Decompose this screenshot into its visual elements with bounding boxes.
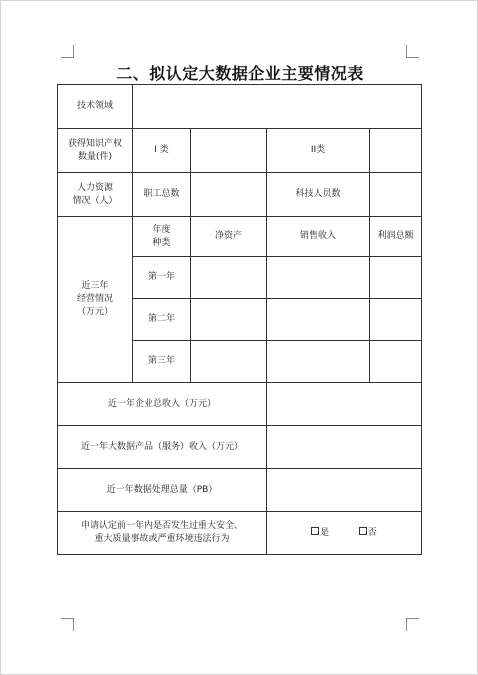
hr-label-line1: 人力资源 <box>76 182 113 193</box>
year-2-label: 第二年 <box>133 299 191 341</box>
tech-field-value[interactable] <box>133 85 422 129</box>
compliance-label-line1: 申请认定前一年内是否发生过重大安全、 <box>80 521 243 531</box>
bigdata-revenue-value[interactable] <box>267 426 422 469</box>
page-title: 二、拟认定大数据企业主要情况表 <box>116 64 364 83</box>
year-2-net-assets[interactable] <box>191 299 267 341</box>
crop-mark-top-left <box>61 45 74 58</box>
no-checkbox[interactable] <box>359 527 367 535</box>
ip-label <box>58 129 133 173</box>
row-data-volume <box>58 469 422 512</box>
ops-label-line2: 经营情况 <box>76 294 113 304</box>
year-3-net-assets[interactable] <box>191 341 267 383</box>
hr-tech-staff-value[interactable] <box>370 173 422 217</box>
compliance-yes-option[interactable] <box>311 528 329 538</box>
ops-label-line1: 近三年 <box>81 281 109 291</box>
ip-label-line2: 数量(件) <box>77 151 113 162</box>
ops-label-line3: （万元） <box>76 307 113 317</box>
row-ip <box>58 129 422 173</box>
row-hr <box>58 173 422 217</box>
yes-label: 是 <box>320 527 330 538</box>
year-1-profit[interactable] <box>370 257 422 299</box>
hr-tech-staff-label: 科技人员数 <box>267 173 370 217</box>
total-revenue-value[interactable] <box>267 383 422 426</box>
row-total-revenue <box>58 383 422 426</box>
col-header-sales: 销售收入 <box>267 217 370 257</box>
row-compliance <box>58 512 422 555</box>
col-header-profit: 利润总额 <box>370 217 422 257</box>
col-header-net-assets: 净资产 <box>191 217 267 257</box>
tech-field-label: 技术领域 <box>58 85 133 129</box>
ops-label <box>58 217 133 383</box>
ip-class2-value[interactable] <box>370 129 422 173</box>
bigdata-revenue-label: 近一年大数据产品（服务）收入（万元） <box>58 426 267 469</box>
hr-employees-value[interactable] <box>191 173 267 217</box>
year-header-line2: 种类 <box>152 237 171 248</box>
ip-class1-label: I 类 <box>133 129 191 173</box>
year-type-header <box>133 217 191 257</box>
compliance-label <box>58 512 267 555</box>
ip-label-line1: 获得知识产权 <box>67 138 122 149</box>
hr-employees-label: 职工总数 <box>133 173 191 217</box>
row-ops-header <box>58 217 422 257</box>
year-1-label: 第一年 <box>133 257 191 299</box>
crop-mark-top-right <box>406 45 419 58</box>
year-3-profit[interactable] <box>370 341 422 383</box>
enterprise-info-table <box>57 84 422 555</box>
year-3-sales[interactable] <box>267 341 370 383</box>
compliance-label-line2: 重大质量事故或严重环境违法行为 <box>94 534 230 544</box>
crop-mark-bottom-left <box>61 618 74 631</box>
year-1-net-assets[interactable] <box>191 257 267 299</box>
row-tech-field <box>58 85 422 129</box>
total-revenue-label: 近一年企业总收入（万元） <box>58 383 267 426</box>
year-2-profit[interactable] <box>370 299 422 341</box>
row-bigdata-revenue <box>58 426 422 469</box>
hr-label-line2: 情况（人） <box>72 195 118 206</box>
crop-mark-bottom-right <box>406 618 419 631</box>
yes-checkbox[interactable] <box>311 527 319 535</box>
data-volume-value[interactable] <box>267 469 422 512</box>
year-2-sales[interactable] <box>267 299 370 341</box>
compliance-options <box>267 512 422 555</box>
ip-class1-value[interactable] <box>191 129 267 173</box>
year-1-sales[interactable] <box>267 257 370 299</box>
compliance-no-option[interactable] <box>359 528 377 538</box>
year-3-label: 第三年 <box>133 341 191 383</box>
info-table-wrapper <box>57 84 422 555</box>
data-volume-label: 近一年数据处理总量（PB） <box>58 469 267 512</box>
no-label: 否 <box>367 527 377 538</box>
ip-class2-label: II类 <box>267 129 370 173</box>
year-header-line1: 年度 <box>152 224 171 235</box>
hr-label <box>58 173 133 217</box>
